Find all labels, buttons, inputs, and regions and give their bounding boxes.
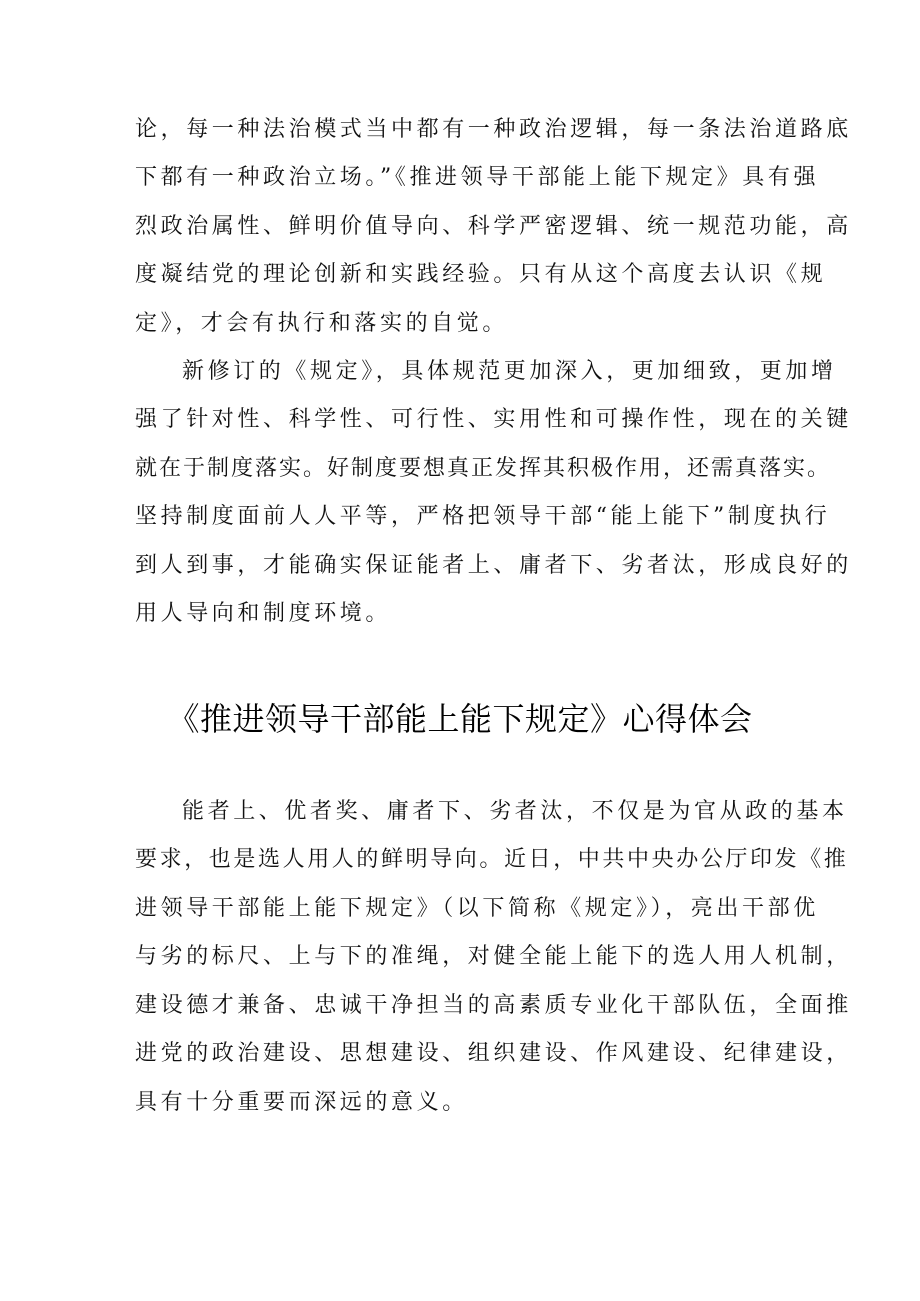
paragraph-3-line-2: 要求，也是选人用人的鲜明导向。近日，中共中央办公厅印发《推	[135, 847, 849, 872]
paragraph-3-line-5: 建设德才兼备、忠诚干净担当的高素质专业化干部队伍，全面推	[135, 993, 852, 1018]
paragraph-1-line-5: 定》，才会有执行和落实的自觉。	[135, 311, 509, 336]
paragraph-3-line-1: 能者上、优者奖、庸者下、劣者汰，不仅是为官从政的基本	[182, 799, 848, 824]
page-heading: 《推进领导干部能上能下规定》心得体会	[167, 700, 753, 738]
paragraph-3-line-6: 进党的政治建设、思想建设、组织建设、作风建设、纪律建设，	[135, 1041, 852, 1066]
paragraph-3-line-4: 与劣的标尺、上与下的准绳，对健全能上能下的选人用人机制，	[135, 944, 852, 969]
paragraph-1-line-4: 度凝结党的理论创新和实践经验。只有从这个高度去认识《规	[135, 262, 827, 287]
paragraph-2-line-5: 到人到事，才能确实保证能者上、庸者下、劣者汰，形成良好的	[135, 553, 852, 578]
paragraph-2-line-3: 就在于制度落实。好制度要想真正发挥其积极作用，还需真落实。	[135, 456, 832, 481]
paragraph-2-line-6: 用人导向和制度环境。	[135, 601, 392, 626]
paragraph-1-line-2: 下都有一种政治立场。”《推进领导干部能上能下规定》具有强	[135, 165, 820, 190]
paragraph-1-line-1: 论，每一种法治模式当中都有一种政治逻辑，每一条法治道路底	[135, 117, 852, 142]
paragraph-3-line-7: 具有十分重要而深远的意义。	[135, 1090, 468, 1115]
paragraph-1-line-3: 烈政治属性、鲜明价值导向、科学严密逻辑、统一规范功能，高	[135, 214, 852, 239]
paragraph-2-line-4: 坚持制度面前人人平等，严格把领导干部“能上能下”制度执行	[135, 504, 831, 529]
paragraph-3-line-3: 进领导干部能上能下规定》（以下简称《规定》），亮出干部优	[135, 896, 819, 921]
paragraph-2-line-2: 强了针对性、科学性、可行性、实用性和可操作性，现在的关键	[135, 407, 852, 432]
paragraph-2-line-1: 新修订的《规定》，具体规范更加深入，更加细致，更加增	[182, 359, 837, 384]
